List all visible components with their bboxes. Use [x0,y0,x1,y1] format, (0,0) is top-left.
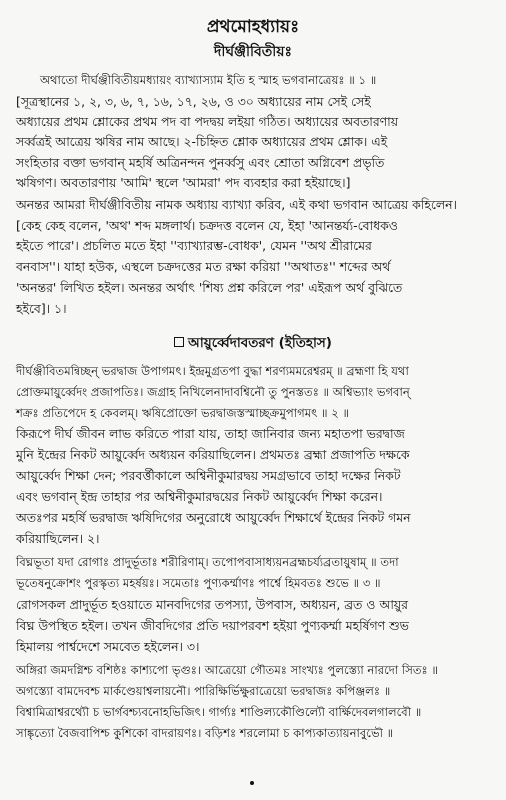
sanskrit-line: অথাতো দীর্ঘঞ্জীবিতীয়মধ্যায়ং ব্যাখ্যাস্যাম ইতি হ স্মাহ ভগবানাত্রেয়ঃ ॥ ১ ॥ [40,73,377,87]
translation-line: রোগসকল প্রাদুর্ভূত হওয়াতে মানবদিগের তপস্যা, উপবাস, অধ্যয়ন, ব্রত ও আয়ুর [16,597,408,612]
translation-line: এবং ভগবান্ ইন্দ্র তাহার পর অশ্বিনীকুমারদ্বয়ের নিকট আয়ুর্ব্বেদ শিক্ষা করেন। [16,489,383,504]
subheading [0,332,506,355]
sanskrit-line: প্রোক্তমায়ুর্ব্বেদং প্রজাপতিঃ। জগ্রাহ নিখিলেনাদাবশ্বিনৌ তু পুনস্ততঃ ॥ অশ্বিভ্যাং ভগবান্ [16,385,410,399]
commentary-line: সর্ব্বত্রই আত্রেয় ঋষির নাম আছে। ২-চিহ্নিত শ্লোক অধ্যায়ের প্রথম শ্লোক। এই [16,134,388,149]
translation-line: কিরূপে দীর্ঘ জীবন লাভ করিতে পারা যায়, তাহা জানিবার জন্য মহাতপা ভরদ্বাজ [16,426,405,441]
commentary-line: হইবে]। ১। [16,301,67,316]
chapter-title: প্রথমোহধ্যায়ঃ [206,17,300,37]
square-bullet-icon [174,337,184,347]
translation-line: মুনি ইন্দ্রের নিকট আয়ুর্ব্বেদ অধ্যয়ন করিয়াছিলেন। প্রথমতঃ ব্রহ্মা প্রজাপতি দক্ষকে [16,447,410,462]
sanskrit-line: অঙ্গিরা জমদগ্নিশ্চ বশিষ্ঠঃ কাশ্যপো ভৃগুঃ। আত্রেয়ো গৌতমঃ সাংখ্যঃ পুলস্ত্যো নারদো সিতঃ ॥ [16,663,438,677]
commentary-line: [কেহ কেহ বলেন, 'অথ' শব্দ মঙ্গলার্থ। চক্রদত্ত বলেন যে, ইহা 'আনন্তর্য্য-বোধকও [16,218,398,233]
commentary-line: হইতে পারে'। প্রচলিত মতে ইহা ''ব্যাখ্যারম্ভ-বোধক', যেমন ''অথ শ্রীরামের [16,238,372,253]
page-dot [250,781,254,785]
sanskrit-line: দীর্ঘঞ্জীবিতমন্বিচ্ছন্ ভরদ্বাজ উপাগমৎ। ইন্দ্রমুগ্রতপা বুদ্ধা শরণ্যমমরেশ্বরম্ ॥ ব্রহ্মণা হি যথা [16,364,409,378]
section-title: দীর্ঘঞ্জীবিতীয়ঃ [214,44,292,60]
sanskrit-line: সাঙ্কৃত্যো বৈজবাপিশ্চ কুশিকো বাদরায়ণঃ। বড়িশঃ শরলোমা চ কাপ্যকাত্যায়নাবুভৌ ॥ [16,726,394,740]
sanskrit-line: বিঘ্নভূতা যদা রোগাঃ প্রাদুর্ভূতাঃ শরীরিণাম্। তপোপবাসাধ্যয়নব্রহ্মচর্য্যব্রতায়ুষাম্ ॥ তদা [16,555,399,569]
translation-line: বিঘ্ন উপস্থিত হইল। তখন জীবদিগের প্রতি দয়াপরবশ হইয়া পুণ্যকর্ম্মা মহর্ষিগণ শুভ [16,618,409,633]
commentary-line: ঋষিগণ। অবতারণায় 'আমি' স্থলে 'আমরা' পদ ব্যবহার করা হইয়াছে।] [16,175,351,190]
commentary-line: বনবাস''। যাহা হউক, এস্থলে চক্রদত্তের মত রক্ষা করিয়া ''অথাতঃ'' শব্দের অর্থ [16,259,391,274]
sanskrit-line: বিশ্বামিত্রাশ্বরথ্যৌ চ ভার্গবশ্চ্যবনোহভিজিৎ। গার্গ্যঃ শাণ্ডিল্যকৌণ্ডিল্যৌ বার্ক্ষিদেবলগালবৌ ॥ [16,705,422,719]
commentary-line: [সূত্রস্থানের ১, ২, ৩, ৬, ৭, ১৬, ১৭, ২৬, ও ৩০ অধ্যায়ের নাম সেই সেই [16,94,371,109]
commentary-line: সংহিতার বক্তা ভগবান্ মহর্ষি অত্রিনন্দন পুনর্ব্বসু এবং শ্রোতা অগ্নিবেশ প্রভৃতি [16,155,385,170]
translation-line: আয়ুর্ব্বেদ শিক্ষা দেন; পরবর্ত্তীকালে অশ্বিনীকুমারদ্বয় সমগ্রভাবে তাহা দক্ষের নিকট [16,468,401,483]
translation-line: অতঃপর মহর্ষি ভরদ্বাজ ঋষিদিগের অনুরোধে আয়ুর্ব্বেদ শিক্ষার্থে ইন্দ্রের নিকট গমন [16,510,411,525]
sanskrit-line: অগস্ত্যো বামদেবশ্চ মার্কণ্ডেয়াশ্বলায়নৌ। পারিক্ষির্ভিক্ষুরাত্রেয়ো ভরদ্বাজঃ কপিঞ্জলঃ ॥ [16,684,391,698]
sanskrit-line: শক্রঃ প্রতিপেদে হ কেবলম্। ঋষিপ্রোক্তো ভরদ্বাজস্তস্মাচ্ছক্রমুপাগমৎ ॥ ২ ॥ [16,406,350,420]
subheading-text: আয়ুর্ব্বেদাবতরণ (ইতিহাস) [188,335,332,351]
translation-line: অনন্তর আমরা দীর্ঘঞ্জীবিতীয় নামক অধ্যায় ব্যাখ্যা করিব, এই কথা ভগবান আত্রেয় কহিলেন। [16,197,457,212]
translation-line: হিমালয় পার্শ্বদেশে সমবেত হইলেন। ৩। [16,639,200,654]
commentary-line: 'অনন্তর' লিখিত হইল। অনন্তর অর্থাৎ 'শিষ্য প্রশ্ন করিলে পর' এইরূপ অর্থ বুঝিতে [16,280,403,295]
translation-line: করিয়াছিলেন। ২। [16,531,100,546]
sanskrit-line: ভূতেষনুক্রোশং পুরস্কৃত্য মহর্ষয়ঃ। সমেতাঃ পুণ্যকর্ম্মাণঃ পার্শ্বে হিমবতঃ শুভে ॥ ৩ ॥ [16,576,381,590]
commentary-line: অধ্যায়ের প্রথম শ্লোকের প্রথম পদ বা পদদ্বয় লইয়া গঠিত। অধ্যায়ের অবতারণায় [16,114,399,129]
